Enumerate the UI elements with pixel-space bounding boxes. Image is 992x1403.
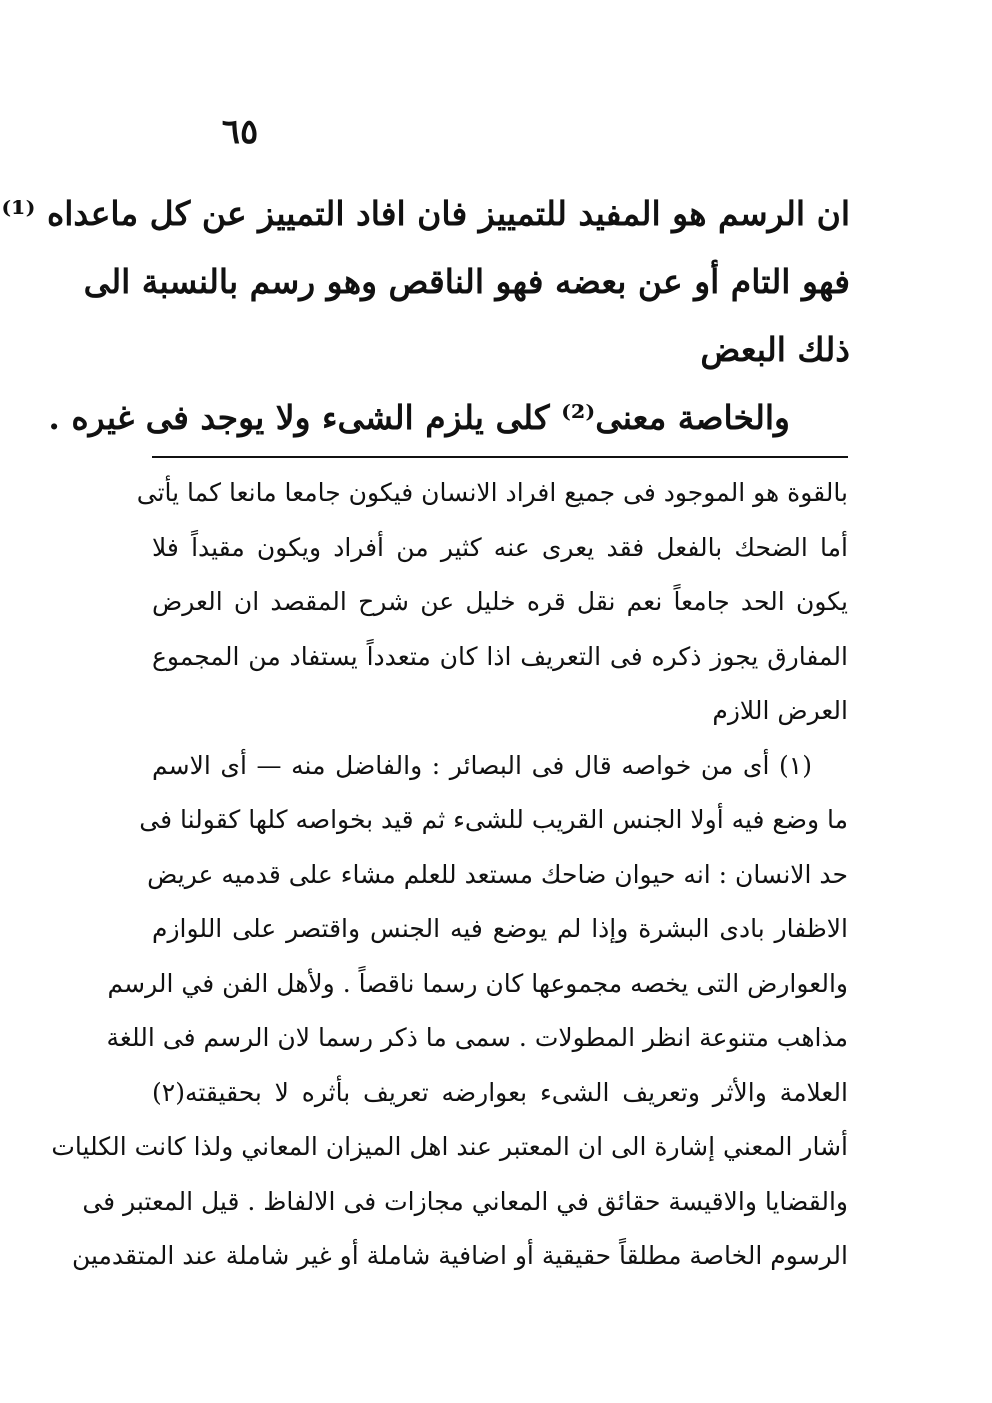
footnote-line: المفارق يجوز ذكره فى التعريف اذا كان متعدداً يستفاد من المجموع (152, 641, 848, 671)
footnote-divider (152, 456, 848, 458)
page-number: ٦٥ (221, 112, 259, 152)
footnote-line: ما وضع فيه أولا الجنس القريب للشىء ثم قيد بخواصه كلها كقولنا فى (139, 805, 848, 834)
footnote-line: يكون الحد جامعاً نعم نقل قره خليل عن شرح المقصد ان العرض (152, 587, 848, 616)
footnote-line: أما الضحك بالفعل فقد يعرى عنه كثير من أفراد ويكون مقيداً فلا (152, 532, 848, 562)
main-text-line: والخاصة معنى⁽²⁾ كلى يلزم الشىء ولا يوجد فى غيره . (48, 398, 790, 437)
footnote-line: والقضايا والاقيسة حقائق في المعاني مجازات فى الالفاظ . قيل المعتبر فى (82, 1186, 848, 1216)
footnote-line: والعوارض التى يخصه مجموعها كان رسما ناقصاً . ولأهل الفن في الرسم (107, 968, 848, 998)
footnote-line: حد الانسان : انه حيوان ضاحك مستعد للعلم مشاء على قدميه عريض (147, 859, 848, 889)
footnote-line: أشار المعني إشارة الى ان المعتبر عند اهل الميزان المعاني ولذا كانت الكليات (51, 1132, 848, 1161)
main-text-line: ان الرسم هو المفيد للتمييز فان افاد التمييز عن كل ماعداه ⁽¹⁾ (1, 194, 850, 233)
footnote-line: العلامة والأثر وتعريف الشىء بعوارضه تعريف بأثره لا بحقيقته(٢) (152, 1077, 848, 1107)
footnote-line: (١) أى من خواصه قال فى البصائر : والفاضل منه — أى الاسم (152, 750, 812, 780)
footnote-line: الاظفار بادى البشرة وإذا لم يوضع فيه الجنس واقتصر على اللوازم (152, 914, 848, 943)
footnote-line: العرض اللازم (712, 696, 848, 725)
main-text-block (1, 180, 850, 452)
footnote-line: بالقوة هو الموجود فى جميع افراد الانسان فيكون جامعا مانعا كما يأتى (136, 478, 848, 507)
main-text-line: ذلك البعض (700, 330, 850, 369)
footnotes-block (51, 466, 848, 1284)
main-text-line: فهو التام أو عن بعضه فهو الناقص وهو رسم بالنسبة الى (83, 262, 850, 301)
footnote-line: مذاهب متنوعة انظر المطولات . سمى ما ذكر رسما لان الرسم فى اللغة (106, 1023, 848, 1052)
footnote-line: الرسوم الخاصة مطلقاً حقيقية أو اضافية شاملة أو غير شاملة عند المتقدمين (71, 1241, 848, 1270)
